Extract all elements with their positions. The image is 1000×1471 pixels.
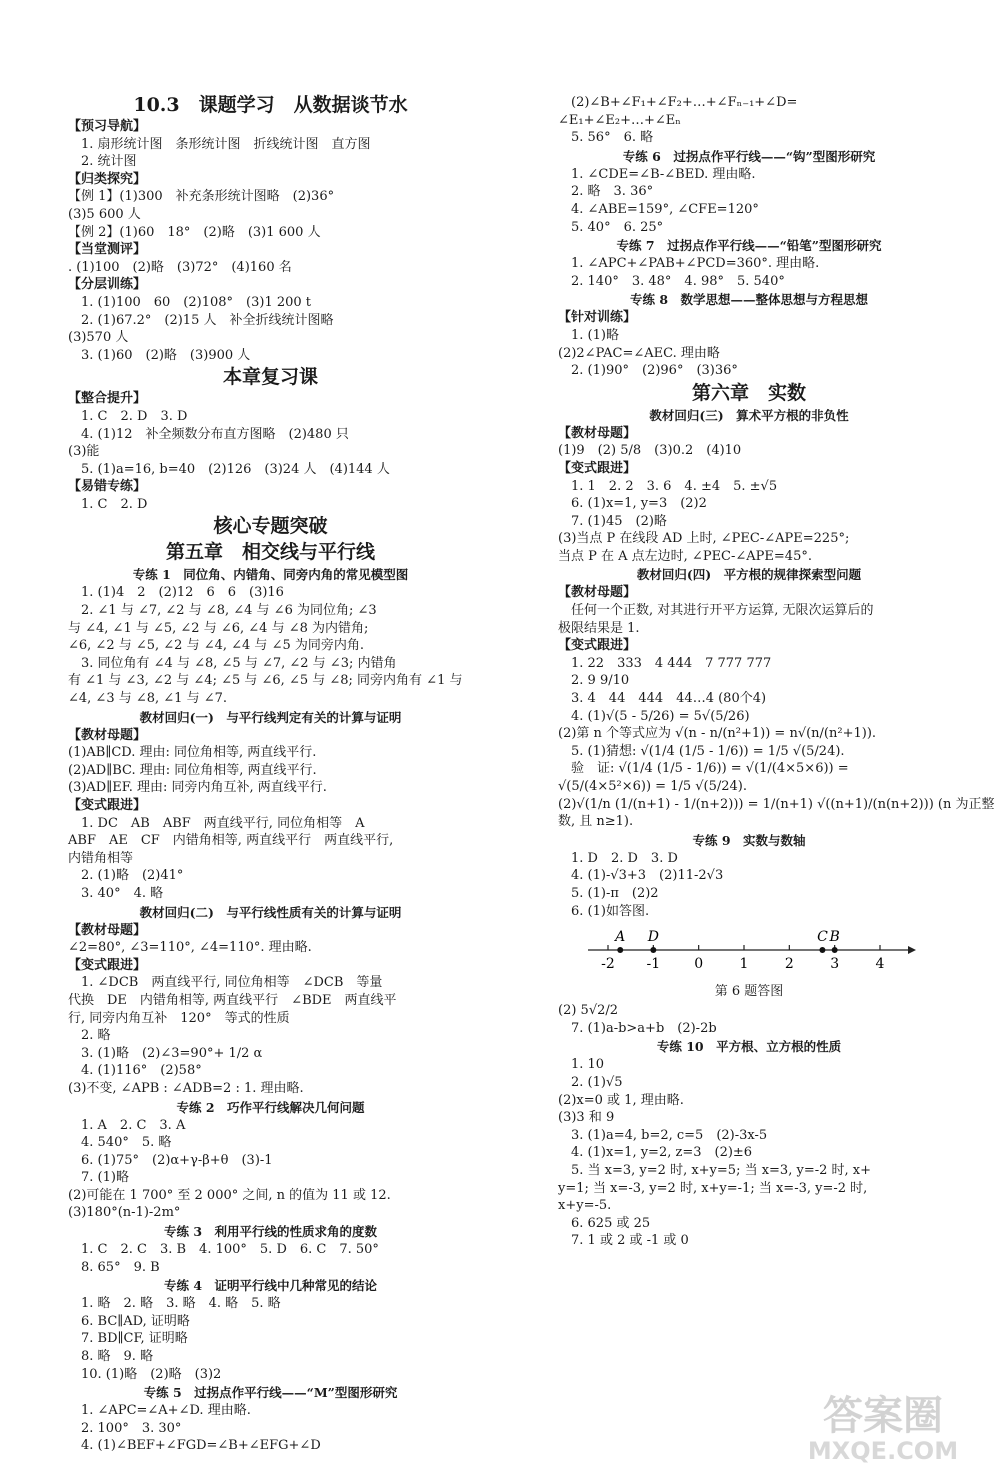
answer-line: 3. 同位角有 ∠4 与 ∠8, ∠5 与 ∠7, ∠2 与 ∠3; 内错角 [68, 655, 397, 671]
answer-line: y=1; 当 x=-3, y=2 时, x+y=-1; 当 x=-3, y=-2 时, [558, 1180, 868, 1196]
answer-line: 行, 同旁内角互补 120° 等式的性质 [68, 1010, 290, 1026]
subsection-heading: 专练 2 巧作平行线解决几何问题 [176, 1099, 365, 1115]
bracket-label: 【整合提升】 [68, 391, 147, 407]
number-line-caption: 第 6 题答图 [714, 984, 784, 1000]
answer-line: 4. 540° 5. 略 [68, 1135, 172, 1151]
answer-line: 5. 56° 6. 略 [558, 130, 654, 146]
number-line-point [650, 947, 656, 953]
number-line-point [819, 947, 825, 953]
subsection-heading: 专练 3 利用平行线的性质求角的度数 [163, 1224, 378, 1240]
tick-label: -1 [646, 956, 661, 973]
answer-line: 3. (1)a=4, b=2, c=5 (2)-3x-5 [558, 1127, 768, 1143]
answer-line: 2. 略 [68, 1028, 111, 1044]
answer-line: 1. A 2. C 3. A [68, 1117, 186, 1133]
number-line-point [832, 947, 838, 953]
axis-arrow [908, 946, 916, 954]
answer-line: 6. 625 或 25 [558, 1215, 651, 1231]
answer-line: 2. 9 9/10 [558, 673, 630, 689]
answer-line: 1. C 2. D [68, 496, 148, 512]
answer-line: (1)AB∥CD. 理由: 同位角相等, 两直线平行. [68, 745, 317, 761]
answer-line: 【例 2】(1)60 18° (2)略 (3)1 600 人 [68, 224, 321, 240]
answer-line: 4. (1)∠BEF+∠FGD=∠B+∠EFG+∠D [68, 1438, 321, 1454]
answer-line: 7. (1)45 (2)略 [558, 513, 667, 529]
bracket-label: 【易错专练】 [68, 479, 147, 495]
answer-line: 5. (1)-π (2)2 [558, 885, 659, 901]
answer-line: ABF AE CF 内错角相等, 两直线平行 两直线平行, [68, 833, 394, 849]
answer-line: 1. C 2. D 3. D [68, 408, 188, 424]
bracket-label: 【预习导航】 [68, 119, 147, 134]
answer-line: 任何一个正数, 对其进行开平方运算, 无限次运算后的 [558, 603, 874, 619]
answer-line: 2. (1)67.2° (2)15 人 补全折线统计图略 [68, 312, 334, 328]
bracket-label: 【教材母题】 [558, 425, 637, 441]
answer-line: 代换 DE 内错角相等, 两直线平行 ∠BDE 两直线平 [68, 992, 397, 1008]
answer-line: 2. 略 3. 36° [558, 184, 654, 200]
answer-line: (3)3 和 9 [558, 1110, 615, 1126]
point-label: A [615, 929, 626, 946]
answer-line: 与 ∠4, ∠1 与 ∠5, ∠2 与 ∠6, ∠4 与 ∠8 为内错角; [68, 620, 369, 636]
bracket-label: 【变式跟进】 [558, 460, 637, 476]
answer-line: 8. 65° 9. B [68, 1259, 160, 1275]
answer-line: (2)x=0 或 1, 理由略. [558, 1092, 684, 1108]
answer-line: 2. (1)略 (2)41° [68, 868, 184, 884]
answer-line: 1. 22 333 4 444 7 777 777 [558, 655, 772, 671]
watermark-text: 答案圈 [823, 1393, 943, 1439]
answer-line: 2. (1)90° (2)96° (3)36° [558, 363, 738, 379]
answer-line: 内错角相等 [68, 850, 134, 866]
answer-line: 1. DC AB ABF 两直线平行, 同位角相等 A [68, 815, 365, 831]
bracket-label: 【教材母题】 [68, 727, 147, 743]
answer-line: 7. (1)略 [68, 1170, 129, 1186]
answer-line: 2. 100° 3. 30° [68, 1420, 182, 1436]
bracket-label: 【针对训练】 [558, 310, 637, 326]
subsection-heading: 专练 6 过拐点作平行线——“钩”型图形研究 [622, 148, 876, 164]
answer-line: ∠6, ∠2 与 ∠5, ∠2 与 ∠4, ∠4 与 ∠5 为同旁内角. [68, 638, 364, 654]
subsection-heading: 专练 8 数学思想——整体思想与方程思想 [629, 292, 869, 308]
subsection-heading: 教材回归(四) 平方根的规律探索型问题 [636, 567, 862, 583]
section-heading: 核心专题突破 [213, 515, 328, 538]
answer-line: (1)9 (2) 5/8 (3)0.2 (4)10 [558, 443, 742, 459]
answer-line: 4. ∠ABE=159°, ∠CFE=120° [558, 201, 759, 217]
number-line-figure [580, 920, 920, 978]
answer-line: (3)当点 P 在线段 AD 上时, ∠PEC-∠APE=225°; [558, 531, 850, 547]
answer-line: 1. C 2. C 3. B 4. 100° 5. D 6. C 7. 50° [68, 1242, 379, 1258]
answer-line: 6. (1)75° (2)α+γ-β+θ (3)-1 [68, 1152, 273, 1168]
answer-line: x+y=-5. [558, 1198, 612, 1214]
answer-line: 1. 略 2. 略 3. 略 4. 略 5. 略 [68, 1296, 281, 1312]
answer-line: (2)2∠PAC=∠AEC. 理由略 [558, 345, 720, 361]
answer-line: (2) 5√2/2 [558, 1003, 619, 1019]
answer-line: 3. (1)60 (2)略 (3)900 人 [68, 347, 251, 363]
subsection-heading: 教材回归(三) 算术平方根的非负性 [649, 407, 849, 423]
answer-line: 2. 140° 3. 48° 4. 98° 5. 540° [558, 273, 785, 289]
answer-line: 4. (1)116° (2)58° [68, 1063, 202, 1079]
answer-line: 1. (1)100 60 (2)108° (3)1 200 t [68, 294, 312, 310]
point-label: C [817, 929, 828, 946]
answer-line: 4. (1)√(5 - 5/26) = 5√(5/26) [558, 708, 750, 724]
point-label: B [829, 929, 840, 946]
answer-line: (2)AD∥BC. 理由: 同位角相等, 两直线平行. [68, 762, 317, 778]
bracket-label: 【教材母题】 [558, 585, 637, 601]
subsection-heading: 教材回归(一) 与平行线判定有关的计算与证明 [139, 709, 402, 725]
subsection-heading: 专练 4 证明平行线中几种常见的结论 [163, 1278, 378, 1294]
watermark-url: MXQE.COM [807, 1437, 959, 1465]
subsection-heading: 专练 10 平方根、立方根的性质 [656, 1039, 842, 1055]
answer-line: (2)∠B+∠F₁+∠F₂+…+∠Fₙ₋₁+∠D= [558, 95, 798, 110]
answer-line: 4. (1)12 补全频数分布直方图略 (2)480 只 [68, 426, 349, 442]
bracket-label: 【变式跟进】 [68, 798, 147, 813]
answer-line: 极限结果是 1. [558, 620, 640, 636]
answer-line: (3)5 600 人 [68, 206, 141, 222]
answer-line: 1. ∠APC+∠PAB+∠PCD=360°. 理由略. [558, 256, 820, 272]
tick-label: 3 [830, 956, 840, 973]
answer-line: 2. 统计图 [68, 154, 137, 170]
answer-line: 1. 扇形统计图 条形统计图 折线统计图 直方图 [68, 136, 371, 152]
right-column [558, 94, 995, 1250]
right-column-top [558, 94, 995, 920]
answer-line: √(5/(4×5²×6)) = 1/5 √(5/24). [558, 779, 747, 794]
answer-line: 有 ∠1 与 ∠3, ∠2 与 ∠4; ∠5 与 ∠6, ∠5 与 ∠8; 同旁内角有 ∠1 与 [68, 673, 463, 689]
answer-line: (3)不变, ∠APB : ∠ADB=2 : 1. 理由略. [68, 1080, 304, 1096]
answer-line: (3)180°(n-1)-2m° [68, 1205, 181, 1221]
subsection-heading: 专练 5 过拐点作平行线——“M”型图形研究 [143, 1385, 398, 1401]
answer-line: 5. (1)a=16, b=40 (2)126 (3)24 人 (4)144 人 [68, 461, 390, 477]
answer-line: 7. BD∥CF, 证明略 [68, 1331, 188, 1347]
answer-line: 5. 当 x=3, y=2 时, x+y=5; 当 x=3, y=-2 时, x+ [558, 1162, 871, 1178]
answer-line: 5. 40° 6. 25° [558, 219, 664, 235]
point-label: D [647, 929, 659, 946]
answer-line: 7. (1)a-b>a+b (2)-2b [558, 1020, 717, 1036]
answer-line: (3)570 人 [68, 330, 129, 346]
bracket-label: 【教材母题】 [68, 922, 147, 938]
answer-line: 3. 40° 4. 略 [68, 885, 164, 901]
answer-line: 1. 10 [558, 1057, 605, 1073]
watermark-logo [783, 1387, 988, 1465]
section-heading: 第五章 相交线与平行线 [165, 541, 375, 564]
tick-label: 1 [739, 956, 749, 973]
answer-line: (2)第 n 个等式应为 √(n - n/(n²+1)) = n√(n/(n²+1)). [558, 726, 877, 742]
bracket-label: 【当堂测评】 [68, 242, 147, 258]
answer-line: 3. 4 44 444 44…4 (80个4) [558, 691, 767, 707]
answer-line: 2. ∠1 与 ∠7, ∠2 与 ∠8, ∠4 与 ∠6 为同位角; ∠3 [68, 603, 377, 619]
bracket-label: 【归类探究】 [68, 171, 147, 187]
answer-line: 6. (1)x=1, y=3 (2)2 [558, 496, 707, 512]
section-heading: 本章复习课 [222, 366, 318, 389]
tick-label: 4 [875, 956, 885, 973]
answer-line: 2. (1)√5 [558, 1074, 623, 1090]
answer-line: 验 证: √(1/4 (1/5 - 1/6)) = √(1/(4×5×6)) = [558, 761, 849, 777]
answer-line: 当点 P 在 A 点左边时, ∠PEC-∠APE=45°. [558, 548, 812, 564]
answer-line: 6. BC∥AD, 证明略 [68, 1313, 190, 1329]
subsection-heading: 教材回归(二) 与平行线性质有关的计算与证明 [139, 904, 402, 920]
answer-line: 4. (1)x=1, y=2, z=3 (2)±6 [558, 1145, 753, 1161]
answer-line: ∠E₁+∠E₂+…+∠Eₙ [558, 112, 681, 128]
answer-line: 5. (1)猜想: √(1/4 (1/5 - 1/6)) = 1/5 √(5/24). [558, 743, 845, 759]
bracket-label: 【分层训练】 [68, 277, 147, 293]
answer-line: 10. (1)略 (2)略 (3)2 [68, 1366, 222, 1382]
answer-line: (3)能 [68, 444, 100, 460]
answer-line: (2)√(1/n (1/(n+1) - 1/(n+2))) = 1/(n+1) √((n+1)/(n(n+2))) (n 为正整 [558, 796, 995, 812]
subsection-heading: 专练 7 过拐点作平行线——“铅笔”型图形研究 [616, 238, 882, 254]
bracket-label: 【变式跟进】 [68, 957, 147, 973]
answer-line: ∠2=80°, ∠3=110°, ∠4=110°. 理由略. [68, 940, 312, 956]
answer-line: ∠4, ∠3 与 ∠8, ∠1 与 ∠7. [68, 691, 228, 707]
tick-label: 0 [694, 956, 704, 973]
answer-line: (3)AD∥EF. 理由: 同旁内角互补, 两直线平行. [68, 780, 327, 796]
right-column-bottom [558, 1002, 940, 1250]
answer-line: 数, 且 n≥1). [558, 814, 634, 830]
answer-line: 1. ∠APC=∠A+∠D. 理由略. [68, 1403, 251, 1419]
answer-line: 3. (1)略 (2)∠3=90°+ 1/2 α [68, 1045, 263, 1061]
number-line-point [617, 947, 623, 953]
bracket-label: 【变式跟进】 [558, 638, 637, 654]
answer-line: 1. 1 2. 2 3. 6 4. ±4 5. ±√5 [558, 478, 778, 494]
section-heading: 第六章 实数 [691, 381, 806, 404]
answer-line: 【例 1】(1)300 补充条形统计图略 (2)36° [68, 189, 335, 205]
answer-line: 4. (1)-√3+3 (2)11-2√3 [558, 868, 724, 884]
answer-line: (2)可能在 1 700° 至 2 000° 之间, n 的值为 11 或 12. [68, 1187, 391, 1203]
answer-line: 1. (1)略 [558, 327, 619, 343]
left-column [68, 92, 473, 1455]
answer-line: 1. ∠DCB 两直线平行, 同位角相等 ∠DCB 等量 [68, 975, 383, 991]
subsection-heading: 专练 9 实数与数轴 [692, 832, 806, 848]
answer-line: 7. 1 或 2 或 -1 或 0 [558, 1233, 689, 1249]
answer-line: 1. ∠CDE=∠B-∠BED. 理由略. [558, 166, 756, 182]
answer-line: 1. (1)4 2 (2)12 6 6 (3)16 [68, 585, 284, 601]
subsection-heading: 专练 1 同位角、内错角、同旁内角的常见模型图 [132, 567, 409, 583]
tick-label: -2 [601, 956, 615, 973]
section-heading: 10.3 课题学习 从数据谈节水 [133, 94, 408, 116]
answer-line: 8. 略 9. 略 [68, 1349, 154, 1365]
answer-line: 1. D 2. D 3. D [558, 850, 678, 866]
answer-line: 6. (1)如答图. [558, 903, 650, 919]
answer-line: . (1)100 (2)略 (3)72° (4)160 名 [68, 259, 292, 275]
tick-label: 2 [784, 956, 794, 973]
